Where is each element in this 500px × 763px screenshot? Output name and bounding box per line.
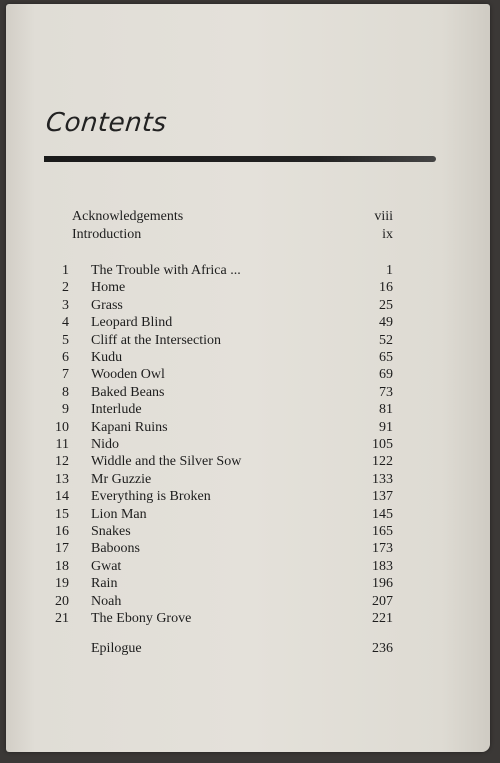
toc-chapter-number: 8 (62, 384, 69, 400)
toc-entry-title: The Ebony Grove (91, 611, 192, 626)
toc-entry-chapter (0, 384, 500, 402)
toc-entry-chapter (0, 262, 500, 280)
toc-entry-epilogue (0, 640, 500, 658)
toc-chapter-number: 14 (55, 489, 69, 505)
toc-entry-title: Kudu (91, 350, 123, 365)
toc-entry-title: Baked Beans (91, 384, 165, 400)
toc-entry-page: 122 (372, 454, 393, 470)
toc-entry-title: Mr Guzzie (91, 471, 152, 487)
toc-entry-page: 81 (379, 402, 393, 418)
toc-entry-acknowledgements (0, 208, 500, 226)
toc-entry-chapter (0, 349, 500, 367)
toc-entry-chapter (0, 419, 500, 437)
toc-entry-page: 196 (372, 576, 393, 592)
toc-entry-title: Cliff at the Intersection (91, 332, 221, 348)
toc-entry-title: Widdle and the Silver Sow (91, 454, 242, 470)
toc-chapter-number: 7 (62, 367, 69, 383)
toc-entry-chapter (0, 314, 500, 332)
toc-chapter-number: 11 (55, 437, 69, 452)
toc-entry-page: 25 (379, 297, 393, 313)
toc-entry-chapter (0, 332, 500, 350)
toc-entry-title: Home (91, 280, 126, 296)
toc-entry-chapter (0, 297, 500, 315)
toc-chapter-number: 2 (62, 280, 69, 296)
toc-entry-title: Acknowledgements (72, 209, 184, 224)
toc-entry-page: 133 (372, 471, 393, 487)
toc-chapter-number: 19 (55, 576, 69, 592)
contents-heading: Contents (44, 108, 169, 138)
toc-entry-page: 16 (379, 280, 393, 296)
toc-entry-chapter (0, 610, 500, 628)
toc-chapter-number: 1 (62, 263, 69, 278)
toc-entry-chapter (0, 558, 500, 576)
toc-entry-page: ix (382, 227, 393, 242)
toc-entry-title: Lion Man (91, 506, 147, 522)
toc-entry-title: Grass (91, 297, 123, 313)
toc-entry-title: Baboons (91, 541, 140, 557)
toc-entry-page: 165 (372, 524, 393, 539)
toc-entry-chapter (0, 401, 500, 419)
toc-chapter-number: 15 (55, 506, 69, 522)
toc-entry-page: 49 (379, 315, 393, 331)
toc-entry-title: Leopard Blind (91, 315, 173, 331)
toc-chapter-number: 16 (55, 524, 69, 539)
toc-entry-chapter (0, 471, 500, 489)
toc-entry-title: Kapani Ruins (91, 419, 168, 435)
toc-chapter-number: 9 (62, 402, 69, 418)
toc-entry-chapter (0, 488, 500, 506)
toc-chapter-number: 5 (62, 332, 69, 348)
toc-entry-page: 236 (372, 641, 393, 656)
toc-entry-page: viii (374, 209, 393, 224)
toc-chapter-number: 6 (62, 350, 69, 365)
toc-entry-title: Epilogue (91, 641, 142, 656)
toc-entry-title: Introduction (72, 227, 142, 242)
toc-chapter-number: 17 (55, 541, 69, 557)
toc-chapter-number: 21 (55, 611, 69, 626)
toc-entry-title: Gwat (91, 558, 122, 574)
toc-entry-title: Nido (91, 437, 119, 452)
toc-entry-page: 65 (379, 350, 393, 365)
toc-entry-chapter (0, 593, 500, 611)
toc-entry-title: Snakes (91, 524, 131, 539)
toc-entry-page: 73 (379, 384, 393, 400)
toc-chapter-number: 20 (55, 593, 69, 609)
toc-entry-page: 145 (372, 506, 393, 522)
toc-entry-title: Rain (91, 576, 118, 592)
toc-entry-chapter (0, 436, 500, 454)
toc-entry-chapter (0, 366, 500, 384)
toc-entry-page: 137 (372, 489, 393, 505)
toc-entry-title: Interlude (91, 402, 142, 418)
toc-entry-page: 183 (372, 558, 393, 574)
toc-chapter-number: 10 (55, 419, 69, 435)
toc-chapter-number: 3 (62, 297, 69, 313)
toc-entry-chapter (0, 453, 500, 471)
toc-entry-title: The Trouble with Africa ... (91, 263, 241, 278)
toc-entry-page: 52 (379, 332, 393, 348)
toc-entry-title: Everything is Broken (91, 489, 211, 505)
toc-entry-chapter (0, 279, 500, 297)
toc-entry-page: 69 (379, 367, 393, 383)
toc-entry-page: 221 (372, 611, 393, 626)
toc-entry-page: 1 (386, 263, 393, 278)
toc-entry-title: Wooden Owl (91, 367, 165, 383)
toc-entry-page: 173 (372, 541, 393, 557)
toc-entry-chapter (0, 506, 500, 524)
toc-chapter-number: 18 (55, 558, 69, 574)
toc-chapter-number: 12 (55, 454, 69, 470)
toc-entry-chapter (0, 523, 500, 541)
toc-entry-title: Noah (91, 593, 122, 609)
toc-entry-chapter (0, 540, 500, 558)
toc-entry-introduction (0, 226, 500, 244)
toc-entry-chapter (0, 575, 500, 593)
toc-entry-page: 105 (372, 437, 393, 452)
toc-chapter-number: 4 (62, 315, 69, 331)
toc-entry-page: 207 (372, 593, 393, 609)
toc-entry-page: 91 (379, 419, 393, 435)
toc-chapter-number: 13 (55, 471, 69, 487)
